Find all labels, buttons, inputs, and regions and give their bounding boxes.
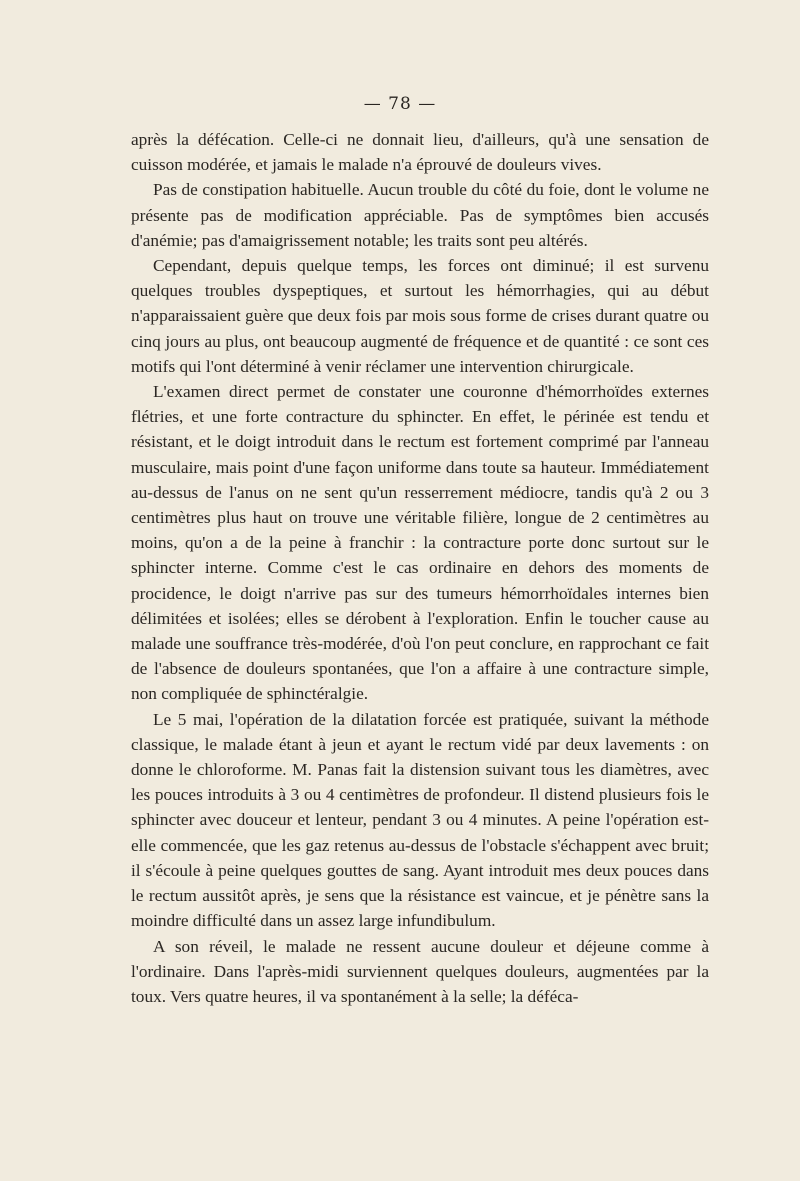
paragraph: Le 5 mai, l'opération de la dilatation forcée est pratiquée, suivant la méthode classique, le malade étant à jeun et ayant le rectum vidé par deux lavements : on donne le chloroforme. M. Panas fait la distension suivant tous les diamètres, avec les pouces introduits à 3 ou 4 centimètres de profondeur. Il distend plusieurs fois le sphincter avec douceur et lenteur, pendant 3 ou 4 minutes. A peine l'opération est-elle commencée, que les gaz retenus au-dessus de l'obstacle s'échappent avec bruit; il s'écoule à peine quelques gouttes de sang. Ayant introduit mes deux pouces dans le rectum aussitôt après, je sens que la résistance est vaincue, et je pénètre sans la moindre difficulté dans un assez large infundibulum.: [131, 709, 709, 931]
paragraph: Cependant, depuis quelque temps, les forces ont diminué; il est survenu quelques troubles dyspeptiques, et surtout les hémorrhagies, qui au début n'apparaissaient guère que deux fois par mois sous forme de crises durant quatre ou cinq jours au plus, ont beaucoup augmenté de fréquence et de quantité : ce sont ces motifs qui l'ont déterminé à venir réclamer une intervention chirurgicale.: [131, 256, 709, 376]
paragraph: A son réveil, le malade ne ressent aucune douleur et déjeune comme à l'ordinaire. Dans l'après-midi surviennent quelques douleurs, augmentées par la toux. Vers quatre heures, il va spontanément à la selle; la déféca-: [131, 936, 709, 1006]
paragraph: après la défécation. Celle-ci ne donnait lieu, d'ailleurs, qu'à une sensation de cuisson modérée, et jamais le malade n'a éprouvé de douleurs vives.: [131, 130, 709, 175]
body-text: [131, 127, 709, 1009]
paragraph: Pas de constipation habituelle. Aucun trouble du côté du foie, dont le volume ne présente pas de modification appréciable. Pas de symptômes bien accusés d'anémie; pas d'amaigrissement notable; les traits sont peu altérés.: [131, 180, 709, 250]
page-number: — 78 —: [363, 94, 437, 114]
paragraph: L'examen direct permet de constater une couronne d'hémorrhoïdes externes flétries, et une forte contracture du sphincter. En effet, le périnée est tendu et résistant, et le doigt introduit dans le rectum est fortement comprimé par l'anneau musculaire, mais point d'une façon uniforme dans toute sa hauteur. Immédiatement au-dessus de l'anus on ne sent qu'un resserrement médiocre, tandis qu'à 2 ou 3 centimètres plus haut on trouve une véritable filière, longue de 2 centimètres au moins, qu'on a de la peine à franchir : la contracture porte donc surtout sur le sphincter interne. Comme c'est le cas ordinaire en dehors des moments de procidence, le doigt n'arrive pas sur des tumeurs hémorrhoïdales internes bien délimitées et isolées; elles se dérobent à l'exploration. Enfin le toucher cause au malade une souffrance très-modérée, d'où l'on peut conclure, en rapprochant ce fait de l'absence de douleurs spontanées, que l'on a affaire à une contracture simple, non compliquée de sphinctéralgie.: [131, 382, 709, 704]
